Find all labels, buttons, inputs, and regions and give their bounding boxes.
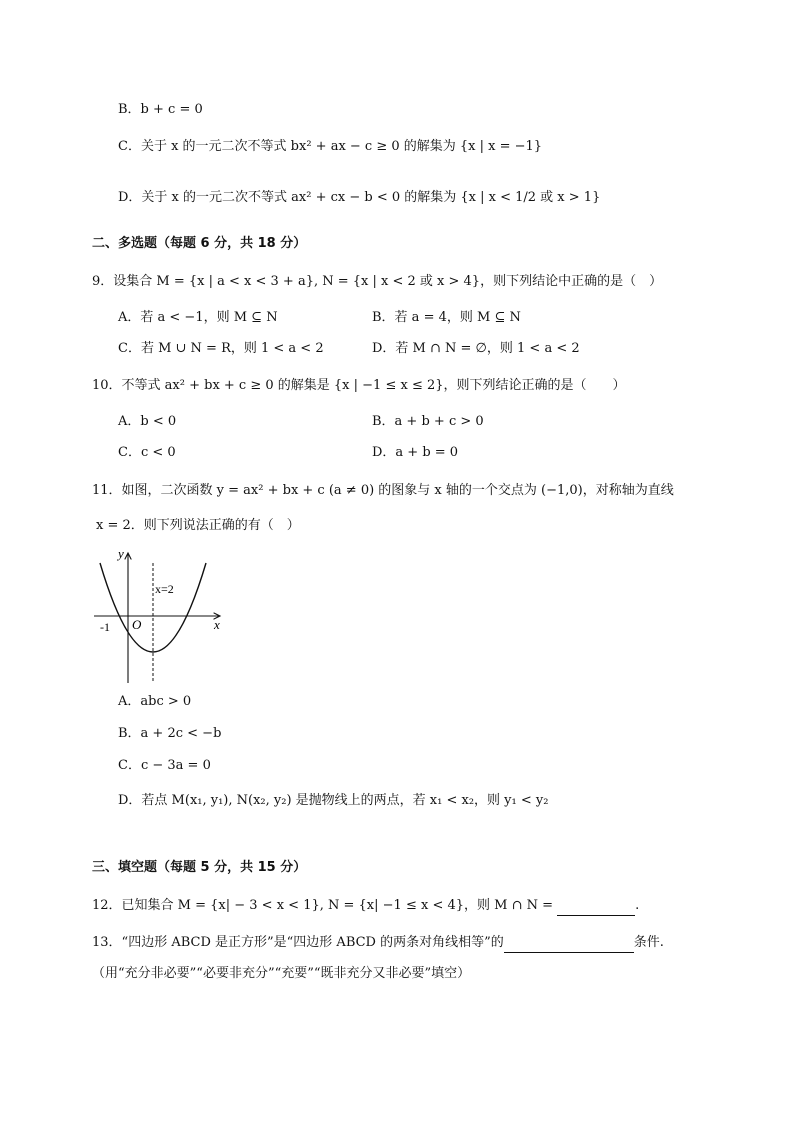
- q10-option-c: C．c < 0: [118, 445, 176, 460]
- q8-option-c: C．关于 x 的一元二次不等式 bx² + ax − c ≥ 0 的解集为 {x | x = −1}: [118, 139, 543, 154]
- q10-stem: 10．不等式 ax² + bx + c ≥ 0 的解集是 {x | −1 ≤ x ≤ 2}，则下列结论正确的是（ ）: [92, 378, 626, 393]
- x-axis-label: x: [214, 617, 220, 632]
- q10-option-b: B．a + b + c > 0: [372, 414, 484, 429]
- q11-stem-line2: x = 2．则下列说法正确的有（ ）: [96, 518, 300, 533]
- q13-end: 条件.: [633, 935, 664, 950]
- q13-stem: 13．“四边形 ABCD 是正方形”是“四边形 ABCD 的两条对角线相等”的: [92, 935, 504, 950]
- section-2-title: 二、多选题（每题 6 分，共 18 分）: [92, 236, 307, 251]
- q9-option-d: D．若 M ∩ N = ∅，则 1 < a < 2: [372, 341, 580, 356]
- q12-stem: 12．已知集合 M = {x| − 3 < x < 1}, N = {x| −1 ≤ x < 4}，则 M ∩ N =: [92, 898, 554, 913]
- q10-option-d: D．a + b = 0: [372, 445, 459, 460]
- q11-option-c: C．c − 3a = 0: [118, 758, 211, 773]
- q8-option-d: D．关于 x 的一元二次不等式 ax² + cx − b < 0 的解集为 {x | x < 1/2 或 x > 1}: [118, 190, 601, 205]
- q12: [92, 896, 639, 916]
- q9-option-b: B．若 a = 4，则 M ⊆ N: [372, 310, 521, 325]
- q10-option-a: A．b < 0: [118, 414, 177, 429]
- neg-one-label: -1: [100, 620, 110, 634]
- q11-option-d: D．若点 M(x₁, y₁), N(x₂, y₂) 是抛物线上的两点，若 x₁ < x₂，则 y₁ < y₂: [118, 793, 549, 808]
- q9-option-a: A．若 a < −1，则 M ⊆ N: [118, 310, 278, 325]
- q8-option-b: B．b + c = 0: [118, 102, 203, 117]
- q11-parabola-graph: [92, 545, 232, 685]
- section-3-title: 三、填空题（每题 5 分，共 15 分）: [92, 860, 307, 875]
- symmetry-axis-label: x=2: [155, 582, 174, 596]
- origin-label: O: [132, 617, 142, 632]
- y-axis-label: y: [118, 546, 124, 561]
- q13: [92, 933, 664, 953]
- q9-stem: 9．设集合 M = {x | a < x < 3 + a}, N = {x | x < 2 或 x > 4}，则下列结论中正确的是（ ）: [92, 274, 663, 289]
- q9-option-c: C．若 M ∪ N = R，则 1 < a < 2: [118, 341, 324, 356]
- q11-option-a: A．abc > 0: [118, 694, 192, 709]
- q11-stem-line1: 11．如图，二次函数 y = ax² + bx + c (a ≠ 0) 的图象与 x 轴的一个交点为 (−1,0)，对称轴为直线: [92, 483, 674, 498]
- q11-option-b: B．a + 2c < −b: [118, 726, 222, 741]
- q13-answer-blank[interactable]: [504, 936, 634, 953]
- q12-answer-blank[interactable]: [557, 899, 635, 916]
- q13-note: （用“充分非必要”“必要非充分”“充要”“既非充分又非必要”填空）: [92, 966, 471, 981]
- q12-end: .: [635, 898, 640, 913]
